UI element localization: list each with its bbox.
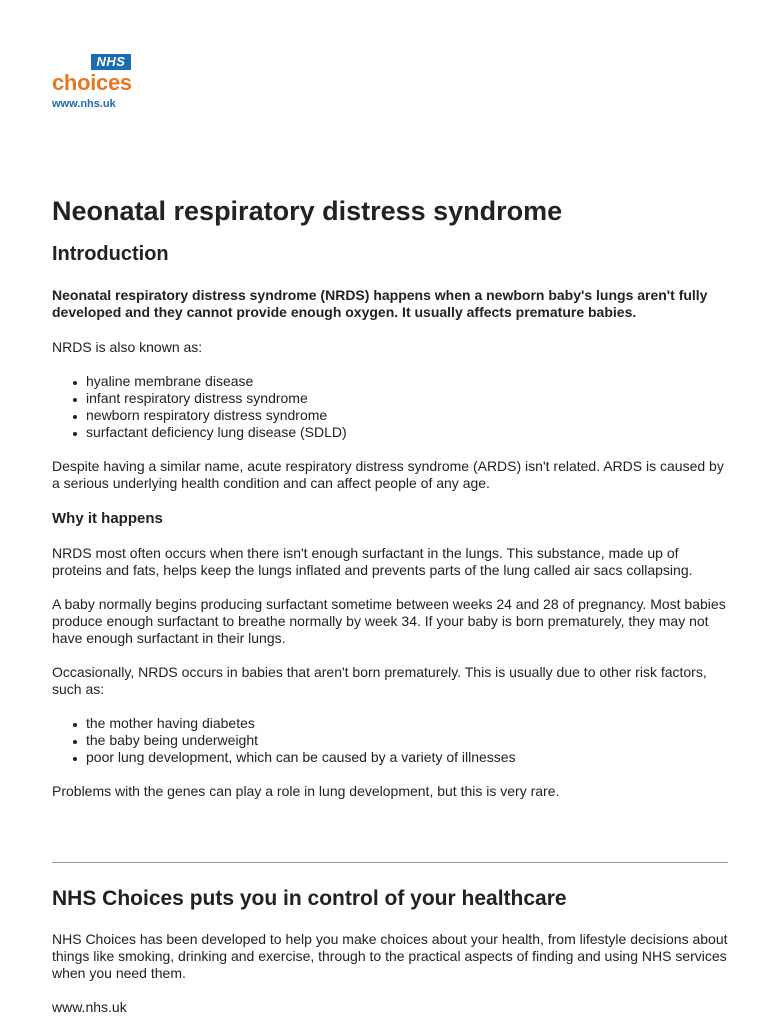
list-item: hyaline membrane disease	[86, 373, 728, 390]
introduction-lead: Neonatal respiratory distress syndrome (NRDS) happens when a newborn baby's lungs aren't fully developed and they cannot provide enough oxygen. It usually affects premature babies.	[52, 287, 708, 320]
ards-text: Despite having a similar name, acute respiratory distress syndrome (ARDS) isn't related. ARDS is caused by a serious underlying health condition and can affect people of any age.	[52, 458, 724, 491]
footer-heading: NHS Choices puts you in control of your healthcare	[52, 887, 567, 910]
list-item: the baby being underweight	[86, 732, 728, 749]
list-item: surfactant deficiency lung disease (SDLD)	[86, 424, 728, 441]
list-item: infant respiratory distress syndrome	[86, 390, 728, 407]
page-title: Neonatal respiratory distress syndrome	[52, 196, 563, 226]
why-heading: Why it happens	[52, 510, 163, 527]
list-item: poor lung development, which can be caused by a variety of illnesses	[86, 749, 728, 766]
list-item: the mother having diabetes	[86, 715, 728, 732]
logo-choices-text: choices	[52, 70, 132, 95]
list-item: newborn respiratory distress syndrome	[86, 407, 728, 424]
why-paragraph-4: Problems with the genes can play a role in lung development, but this is very rare.	[52, 783, 560, 799]
risk-list	[52, 715, 728, 766]
section-divider	[52, 862, 728, 863]
nhs-choices-logo	[52, 54, 134, 114]
footer-text: NHS Choices has been developed to help you make choices about your health, from lifestyle decisions about things like smoking, drinking and exercise, through to the practical aspects of finding and using NHS services when you need them.	[52, 931, 728, 981]
article-content	[52, 192, 728, 1016]
introduction-heading: Introduction	[52, 243, 169, 265]
aka-text: NRDS is also known as:	[52, 339, 203, 355]
nhs-logo-badge: NHS	[91, 54, 131, 70]
why-paragraph-2: A baby normally begins producing surfactant sometime between weeks 24 and 28 of pregnancy. Most babies produce enough surfactant to breathe normally by week 34. If your baby is born prematurely, they may not have enough surfactant in their lungs.	[52, 596, 726, 646]
logo-url-text: www.nhs.uk	[52, 98, 116, 110]
aka-list	[52, 373, 728, 441]
footer-url: www.nhs.uk	[52, 999, 127, 1015]
why-paragraph-3: Occasionally, NRDS occurs in babies that aren't born prematurely. This is usually due to other risk factors, such as:	[52, 664, 707, 697]
why-paragraph-1: NRDS most often occurs when there isn't enough surfactant in the lungs. This substance, made up of proteins and fats, helps keep the lungs inflated and prevents parts of the lung called air sacs collapsing.	[52, 545, 693, 578]
